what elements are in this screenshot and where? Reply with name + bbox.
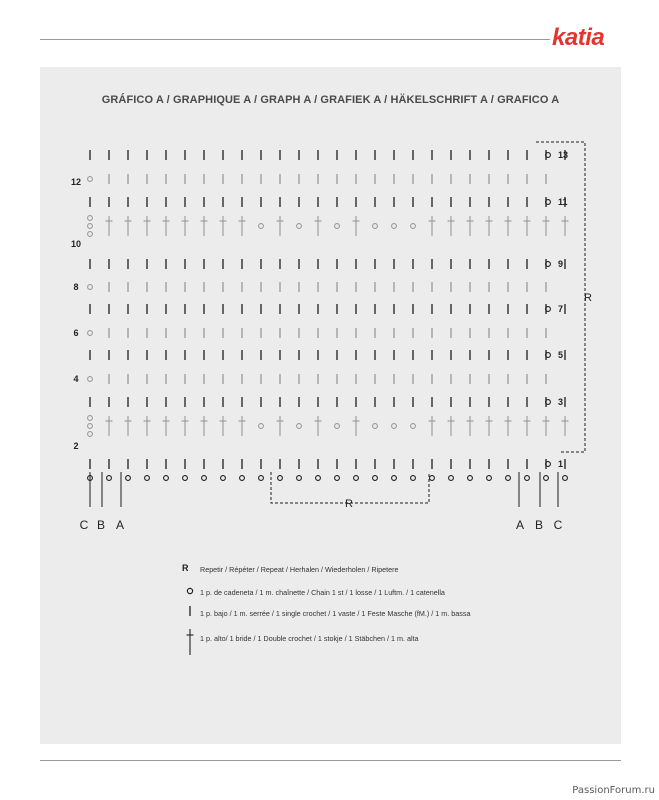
chain-symbol [278, 476, 283, 481]
chain-symbol [392, 476, 397, 481]
chain-symbol [88, 224, 93, 229]
chain-symbol [392, 424, 397, 429]
chain-symbol [373, 424, 378, 429]
right-row-label: 9 [558, 259, 564, 269]
chain-symbol [506, 476, 511, 481]
chain-symbol [487, 476, 492, 481]
chain-symbol [411, 424, 416, 429]
right-row-label: 7 [558, 304, 564, 314]
legend-repeat-text: Repetir / Répéter / Repeat / Herhalen / Wiederholen / Ripetere [200, 565, 399, 574]
chain-symbol [126, 476, 131, 481]
right-row-label: 13 [558, 150, 569, 160]
watermark: PassionForum.ru [572, 785, 655, 796]
chain-symbol [297, 224, 302, 229]
left-row-label: 4 [73, 374, 79, 384]
chain-symbol [525, 476, 530, 481]
legend-single-crochet-icon [186, 605, 194, 617]
chain-symbol [88, 416, 93, 421]
chain-symbol [202, 476, 207, 481]
chart-symbols [88, 142, 585, 507]
legend-double-crochet-icon [184, 627, 196, 657]
legend-chain-icon [185, 586, 195, 596]
left-row-label: 6 [73, 328, 79, 338]
chain-symbol [88, 331, 93, 336]
chain-symbol [88, 432, 93, 437]
right-row-label: 3 [558, 397, 564, 407]
left-row-label: 10 [70, 239, 82, 249]
chain-symbol [449, 476, 454, 481]
right-row-label: 11 [558, 197, 568, 207]
legend-chain-text: 1 p. de cadeneta / 1 m. chaînette / Chain 1 st / 1 losse / 1 Luftm. / 1 catenella [200, 588, 445, 597]
chain-symbol [373, 224, 378, 229]
left-row-label: 12 [70, 177, 82, 187]
chain-symbol [411, 224, 416, 229]
chain-symbol [88, 177, 93, 182]
chain-symbol [354, 476, 359, 481]
chain-symbol [88, 216, 93, 221]
edge-label-right: A [515, 518, 525, 532]
chart-title: GRÁFICO A / GRAPHIQUE A / GRAPH A / GRAFIEK A / HÄKELSCHRIFT A / GRAFICO A [101, 94, 560, 106]
chain-symbol [88, 377, 93, 382]
chain-symbol [373, 476, 378, 481]
chain-symbol [544, 476, 549, 481]
legend-repeat-symbol: R [182, 563, 189, 573]
bottom-rule [40, 760, 621, 761]
right-row-label: 5 [558, 350, 564, 360]
chain-symbol [240, 476, 245, 481]
legend-double-crochet-text: 1 p. alto/ 1 bride / 1 Double crochet / 1 stokje / 1 Stäbchen / 1 m. alta [200, 634, 419, 643]
chain-symbol [335, 224, 340, 229]
edge-label-left: A [115, 518, 125, 532]
top-rule [40, 39, 550, 40]
chain-symbol [335, 424, 340, 429]
chain-symbol [316, 476, 321, 481]
chain-symbol [221, 476, 226, 481]
chain-symbol [297, 476, 302, 481]
chain-symbol [259, 224, 264, 229]
chain-symbol [88, 232, 93, 237]
right-row-label: 1 [558, 459, 564, 469]
chain-symbol [259, 424, 264, 429]
chain-symbol [411, 476, 416, 481]
chain-symbol [107, 476, 112, 481]
crochet-chart [40, 67, 621, 547]
left-row-label: 8 [73, 282, 79, 292]
katia-logo: katia [552, 24, 605, 51]
edge-label-left: C [79, 518, 89, 532]
chain-symbol [164, 476, 169, 481]
chain-symbol [145, 476, 150, 481]
left-row-label: 2 [73, 441, 79, 451]
chain-symbol [430, 476, 435, 481]
chain-symbol [88, 424, 93, 429]
chain-symbol [468, 476, 473, 481]
chain-symbol [392, 224, 397, 229]
chain-symbol [335, 476, 340, 481]
right-repeat-label: R [584, 292, 592, 304]
chart-labels [71, 150, 592, 532]
chain-symbol [563, 476, 568, 481]
bottom-repeat-label: R [345, 498, 353, 510]
chain-symbol [183, 476, 188, 481]
edge-label-right: C [553, 518, 563, 532]
chain-symbol [88, 285, 93, 290]
chain-symbol [259, 476, 264, 481]
chain-symbol [297, 424, 302, 429]
legend-single-crochet-text: 1 p. bajo / 1 m. serrée / 1 single crochet / 1 vaste / 1 Feste Masche (fM.) / 1 m. bassa [200, 609, 471, 618]
edge-label-left: B [96, 518, 106, 532]
edge-label-right: B [534, 518, 544, 532]
